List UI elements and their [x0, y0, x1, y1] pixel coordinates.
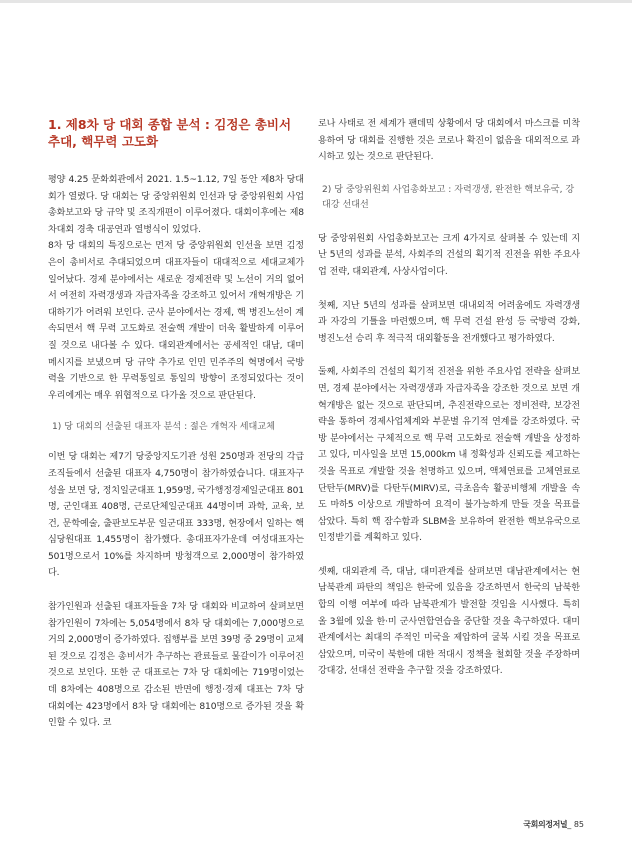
body-paragraph: 로나 사태로 전 세계가 팬데믹 상황에서 당 대회에서 마스크를 미착용하여 당 대회를 진행한 것은 코로나 확진이 없음을 대외적으로 과시하고 있는 것으로 판단된다. — [318, 119, 580, 163]
page-number: 85 — [573, 820, 584, 829]
body-paragraph: 평양 4.25 문화회관에서 2021. 1.5~1.12, 7일 동안 제8차 당대회가 열렸다. 당 대회는 당 중앙위원회 인선과 당 중앙위원회 사업총화보고와 당 규약 및 조직개편이 이루어졌다. 대회이후에는 제8차대회 경축 대공연과 열병식이 있었다. — [48, 175, 304, 235]
section-heading: 1. 제8차 당 대회 종합 분석 : 김정은 총비서 추대, 핵무력 고도화 — [48, 117, 292, 149]
magazine-name: 국회의정저널 — [523, 820, 568, 829]
body-paragraph: 참가인원과 선출된 대표자들을 7차 당 대회와 비교하여 살펴보면 참가인원이 7차에는 5,054명에서 8차 당 대회에는 7,000명으로 거의 2,000명이 증가하였다. 집행부를 보면 39명 중 29명이 교체된 것으로 김정은 총비서가 추구하는 관료들로 물갈이가 이루어진 것으로 보인다. 또한 군 대표로는 7차 당 대회에는 719명이었는데 8차에는 408명으로 감소된 반면에 행정·경제 대표는 7차 당 대회에는 423명에서 8차 당 대회에는 810명으로 증가된 것을 확인할 수 있다. 코 — [48, 602, 304, 729]
top-rule — [0, 0, 632, 3]
subsection-heading: 2) 당 중앙위원회 사업총화보고 : 자력갱생, 완전한 핵보유국, 강대강 선대선 — [322, 184, 575, 210]
body-paragraph: 셋째, 대외관계 즉, 대남, 대미관계를 살펴보면 대남관계에서는 현 남북관계 파탄의 책임은 한국에 있음을 강조하면서 한국의 남북한 합의 이행 여부에 따라 남북관계가 발전할 것임을 시사했다. 특히 올 3월에 있을 한·미 군사연합연습을 중단할 것을 촉구하였다. 대미관계에서는 최대의 주적인 미국을 제압하여 굴복 시킬 것을 목표로 삼았으며, 미국이 북한에 대한 적대시 정책을 철회할 것을 주장하며 강대강, 선대선 전략을 추구할 것을 강조하였다. — [318, 566, 580, 677]
subsection-heading: 1) 당 대회의 선출된 대표자 분석 : 젊은 개혁자 세대교체 — [52, 422, 275, 433]
body-paragraph: 8차 당 대회의 특징으로는 먼저 당 중앙위원회 인선을 보면 김정은이 총비서로 추대되었으며 대표자들이 대대적으로 세대교체가 일어났다. 경제 분야에서는 새로운 경제전략 및 노선이 거의 없어서 여전히 자력갱생과 자급자족을 강조하고 있어서 개혁개방은 기대하기가 어려워 보인다. 군사 분야에서는 경제, 핵 병진노선이 계속되면서 핵 무력 고도화로 전술핵 개발이 더욱 활발하게 이루어질 것으로 내다볼 수 있다. 대외관계에서는 공세적인 대남, 대미 메시지를 보냈으며 당 규약 추가로 인민 민주주의 혁명에서 국방력을 기반으로 한 무력통일로 통일의 방향이 조정되었다는 것이 우리에게는 매우 위협적으로 다가올 것으로 판단된다. — [48, 241, 304, 401]
body-paragraph: 이번 당 대회는 제7기 당중앙지도기관 성원 250명과 전당의 각급 조직들에서 선출된 대표자 4,750명이 참가하였습니다. 대표자구성을 보면 당, 정치일군대표 1,959명, 국가행정경제일군대표 801명, 군인대표 408명, 근로단체일군대표 44명이며 과학, 교육, 보건, 문학예술, 출판보도부문 일군대표 333명, 현장에서 일하는 핵심당원대표 1,455명이 참가했다. 총대표자가운데 여성대표자는 501명으로서 10%를 차지하며 방청객으로 2,000명이 참가하였다. — [48, 452, 304, 579]
right-column — [318, 116, 580, 680]
body-paragraph: 당 중앙위원회 사업총화보고는 크게 4가지로 살펴볼 수 있는데 지난 5년의 성과를 분석, 사회주의 건설의 획기적 진전을 위한 주요사업 전략, 대외관계, 사상사업이다. — [318, 233, 580, 277]
body-paragraph: 둘째, 사회주의 건설의 획기적 진전을 위한 주요사업 전략을 살펴보면, 경제 분야에서는 자력갱생과 자급자족을 강조한 것으로 보면 개혁개방은 없는 것으로 판단되며, 추진전략으로는 정비전략, 보강전략을 통하여 경제사업체계와 부문별 유기적 연계를 강조하였다. 국방 분야에서는 구체적으로 핵 무력 고도화로 전술핵 개발을 상정하고 있다, 미사일을 보면 15,000km 내 정확성과 신뢰도를 제고하는 것을 목표로 개발할 것을 천명하고 있으며, 액체연료를 고체연료로 단탄두(MRV)를 다탄두(MIRV)로, 극초음속 활공비행체 개발을 속도 마하5 이상으로 개발하여 요격이 불가능하게 만들 것을 목표를 삼았다. 특히 핵 잠수함과 SLBM을 보유하여 완전한 핵보유국으로 인정받기를 계획하고 있다. — [318, 367, 580, 544]
body-paragraph: 첫째, 지난 5년의 성과를 살펴보면 대내외적 어려움에도 자력갱생과 자강의 기틀을 마련했으며, 핵 무력 건설 완성 등 국방력 강화, 병진노선 승리 후 적극적 대외활동을 전개했다고 평가하였다. — [318, 300, 580, 344]
page-footer — [523, 819, 584, 830]
footer-separator: _ — [567, 820, 572, 829]
left-column — [48, 116, 304, 732]
